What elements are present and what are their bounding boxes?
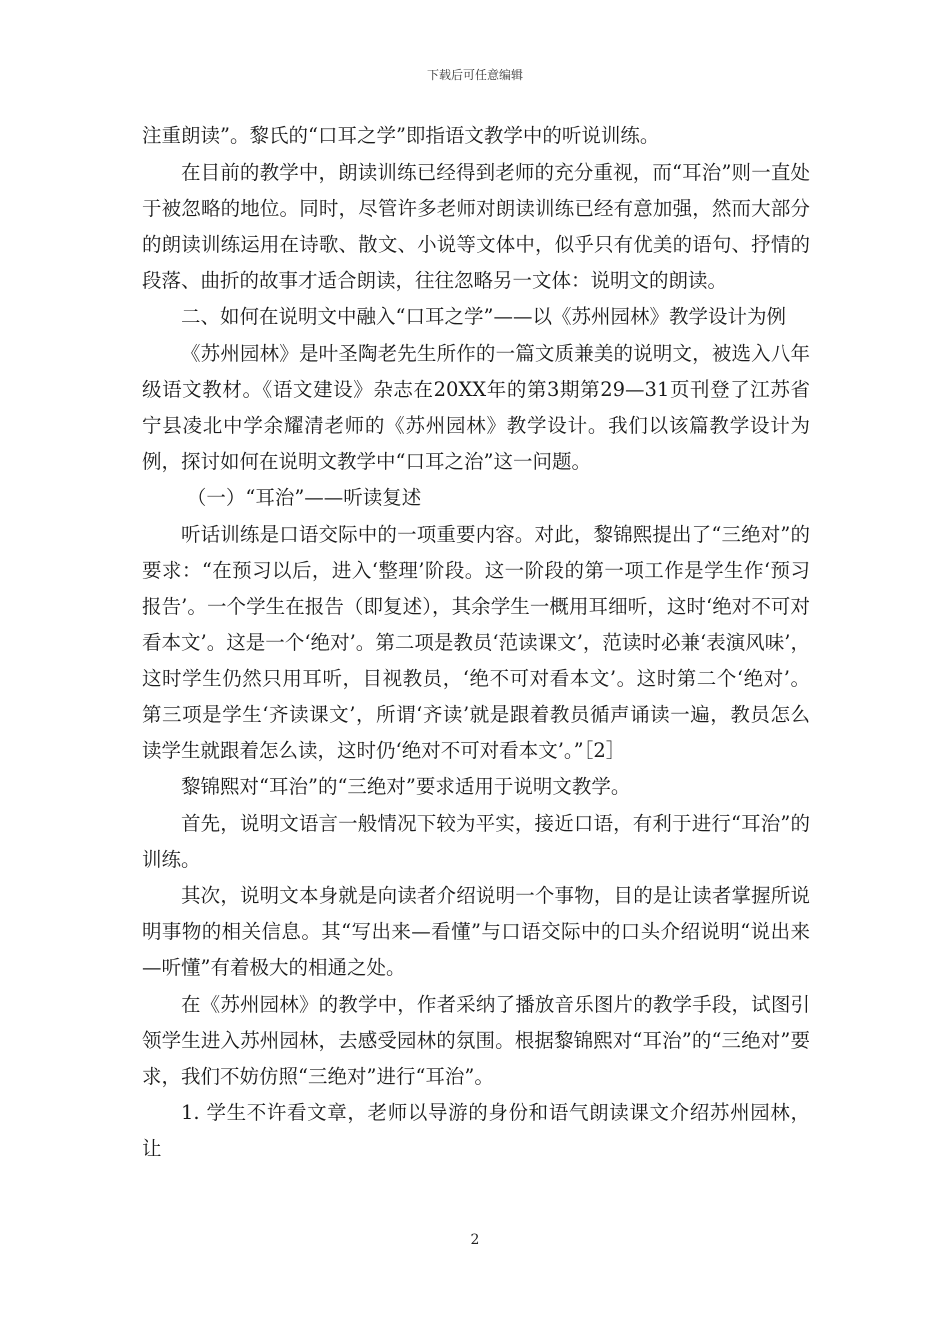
paragraph-6: 首先，说明文语言一般情况下较为平实，接近口语，有利于进行“耳治”的训练。 bbox=[142, 811, 810, 871]
paragraph-2: 在目前的教学中，朗读训练已经得到老师的充分重视，而“耳治”则一直处于被忽略的地位。同时，尽管许多老师对朗读训练已经有意加强，然而大部分的朗读训练运用在诗歌、散文、小说等文体中，似乎只有优美的语句、抒情的段落、曲折的故事才适合朗读，往往忽略另一文体：说明文的朗读。 bbox=[142, 160, 810, 292]
paragraph-3: 《苏州园林》是叶圣陶老先生所作的一篇文质兼美的说明文，被选入八年级语文教材。《语文建设》杂志在20XX年的第3期第29—31页刊登了江苏省宁县凌北中学余耀清老师的《苏州园林》教学设计。我们以该篇教学设计为例，探讨如何在说明文教学中“口耳之治”这一问题。 bbox=[142, 341, 810, 473]
list-item-1: 1. 学生不许看文章，老师以导游的身份和语气朗读课文介绍苏州园林，让 bbox=[142, 1101, 810, 1160]
paragraph-7: 其次，说明文本身就是向读者介绍说明一个事物，目的是让读者掌握所说明事物的相关信息。其“写出来—看懂”与口语交际中的口头介绍说明“说出来—听懂”有着极大的相通之处。 bbox=[142, 884, 810, 979]
body-text bbox=[142, 118, 810, 1168]
paragraph-8: 在《苏州园林》的教学中，作者采纳了播放音乐图片的教学手段，试图引领学生进入苏州园林，去感受园林的氛围。根据黎锦熙对“耳治”的“三绝对”要求，我们不妨仿照“三绝对”进行“耳治”。 bbox=[142, 992, 810, 1088]
page-number: 2 bbox=[470, 1232, 480, 1248]
paragraph-4: 听话训练是口语交际中的一项重要内容。对此，黎锦熙提出了“三绝对”的要求：“在预习以后，进入‘整理’阶段。这一阶段的第一项工作是学生作‘预习报告’。一个学生在报告（即复述），其余学生一概用耳细听，这时‘绝对不可对看本文’。这是一个‘绝对’。第二项是教员‘范读课文’，范读时必兼‘表演风味’，这时学生仍然只用耳听，目视教员，‘绝不可对看本文’。这时第二个‘绝对’。第三项是学生‘齐读课文’，所谓‘齐读’就是跟着教员循声诵读一遍，教员怎么读学生就跟着怎么读，这时仍‘绝对不可对看本文’。”［2］ bbox=[142, 522, 810, 762]
page-header: 下载后可任意编辑 bbox=[426, 68, 523, 82]
subsection-heading-1: （一）“耳治”——听读复述 bbox=[186, 486, 422, 509]
paragraph-5: 黎锦熙对“耳治”的“三绝对”要求适用于说明文教学。 bbox=[181, 775, 631, 798]
section-heading-2: 二、如何在说明文中融入“口耳之学”——以《苏州园林》教学设计为例 bbox=[181, 305, 786, 328]
paragraph-1: 注重朗读”。黎氏的“口耳之学”即指语文教学中的听说训练。 bbox=[142, 124, 660, 147]
